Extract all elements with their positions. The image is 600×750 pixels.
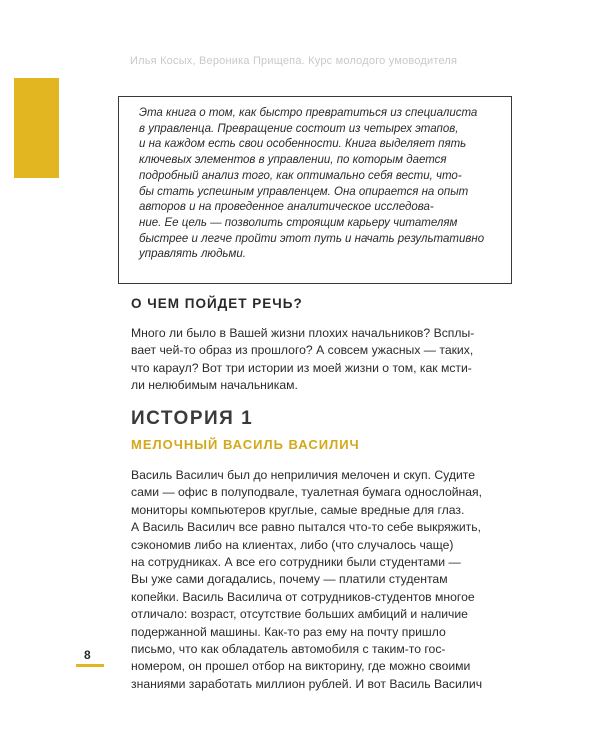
abstract-line: в управленца. Превращение состоит из четырех этапов, [139, 122, 459, 135]
page-number-rule [76, 664, 104, 667]
intro-paragraph [131, 325, 474, 395]
story-title: ИСТОРИЯ 1 [131, 408, 254, 429]
abstract-line: авторов и на проведенное аналитическое исследова- [139, 201, 434, 214]
story-line: копейки. Василь Василича от сотрудников-студентов многое [131, 589, 475, 604]
story-line: подержанной машины. Как-то раз ему на почту пришло [131, 624, 446, 639]
story-line: на сотрудниках. А все его сотрудники были студентами — [131, 555, 461, 570]
story-line: сами — офис в полуподвале, туалетная бумага однослойная, [131, 485, 483, 500]
story-line: номером, он прошел отбор на викторину, где можно своими [131, 659, 471, 674]
story-line: Василь Василич был до неприличия мелочен и скуп. Судите [131, 468, 475, 482]
abstract-line: бы стать успешным управленцем. Она опирается на опыт [139, 185, 469, 198]
intro-line: ли нелюбимым начальникам. [131, 378, 298, 393]
story-line: А Василь Василич все равно пытался что-то себе выкряжить, [131, 520, 481, 535]
story-line: мониторы компьютеров круглые, самые вредные для глаз. [131, 502, 465, 517]
story-paragraph [131, 467, 482, 693]
abstract-line: быстрее и легче пройти этот путь и начать результативно [139, 232, 485, 245]
intro-line: Много ли было в Вашей жизни плохих начальников? Всплы- [131, 326, 475, 340]
running-head: Илья Косых, Вероника Прищепа. Курс молодого умоводителя [130, 55, 458, 67]
page-number: 8 [84, 648, 91, 662]
story-line: знаниями заработать миллион рублей. И вот Василь Василич [131, 676, 483, 691]
intro-line: что караул? Вот три истории из моей жизни о том, как мсти- [131, 360, 472, 375]
story-line: письмо, что как обладатель автомобиля с таким-то гос- [131, 642, 446, 657]
abstract-line: Эта книга о том, как быстро превратиться из специалиста [139, 107, 478, 119]
intro-line: вает чей-то образ из прошлого? А совсем ужасных — таких, [131, 343, 474, 358]
abstract-line: ние. Ее цель — позволить строящим карьеру читателям [139, 216, 458, 229]
story-line: отличало: возраст, отсутствие больших амбиций и наличие [131, 607, 468, 622]
section-heading: О ЧЕМ ПОЙДЕТ РЕЧЬ? [131, 296, 303, 311]
story-line: Вы уже сами догадались, почему — платили студентам [131, 572, 448, 587]
abstract-line: подробный анализ того, как оптимально себя вести, что- [139, 169, 462, 182]
story-subtitle: МЕЛОЧНЫЙ ВАСИЛЬ ВАСИЛИЧ [131, 437, 360, 452]
abstract-line: ключевых элементов в управлении, по которым дается [139, 154, 447, 167]
abstract-line: и на каждом есть свои особенности. Книга выделяет пять [139, 138, 467, 151]
story-line: сэкономив либо на клиентах, либо (что случалось чаще) [131, 537, 454, 552]
abstract-box [118, 96, 512, 284]
abstract-line: управлять людьми. [139, 248, 246, 261]
side-accent-bar [14, 78, 59, 178]
